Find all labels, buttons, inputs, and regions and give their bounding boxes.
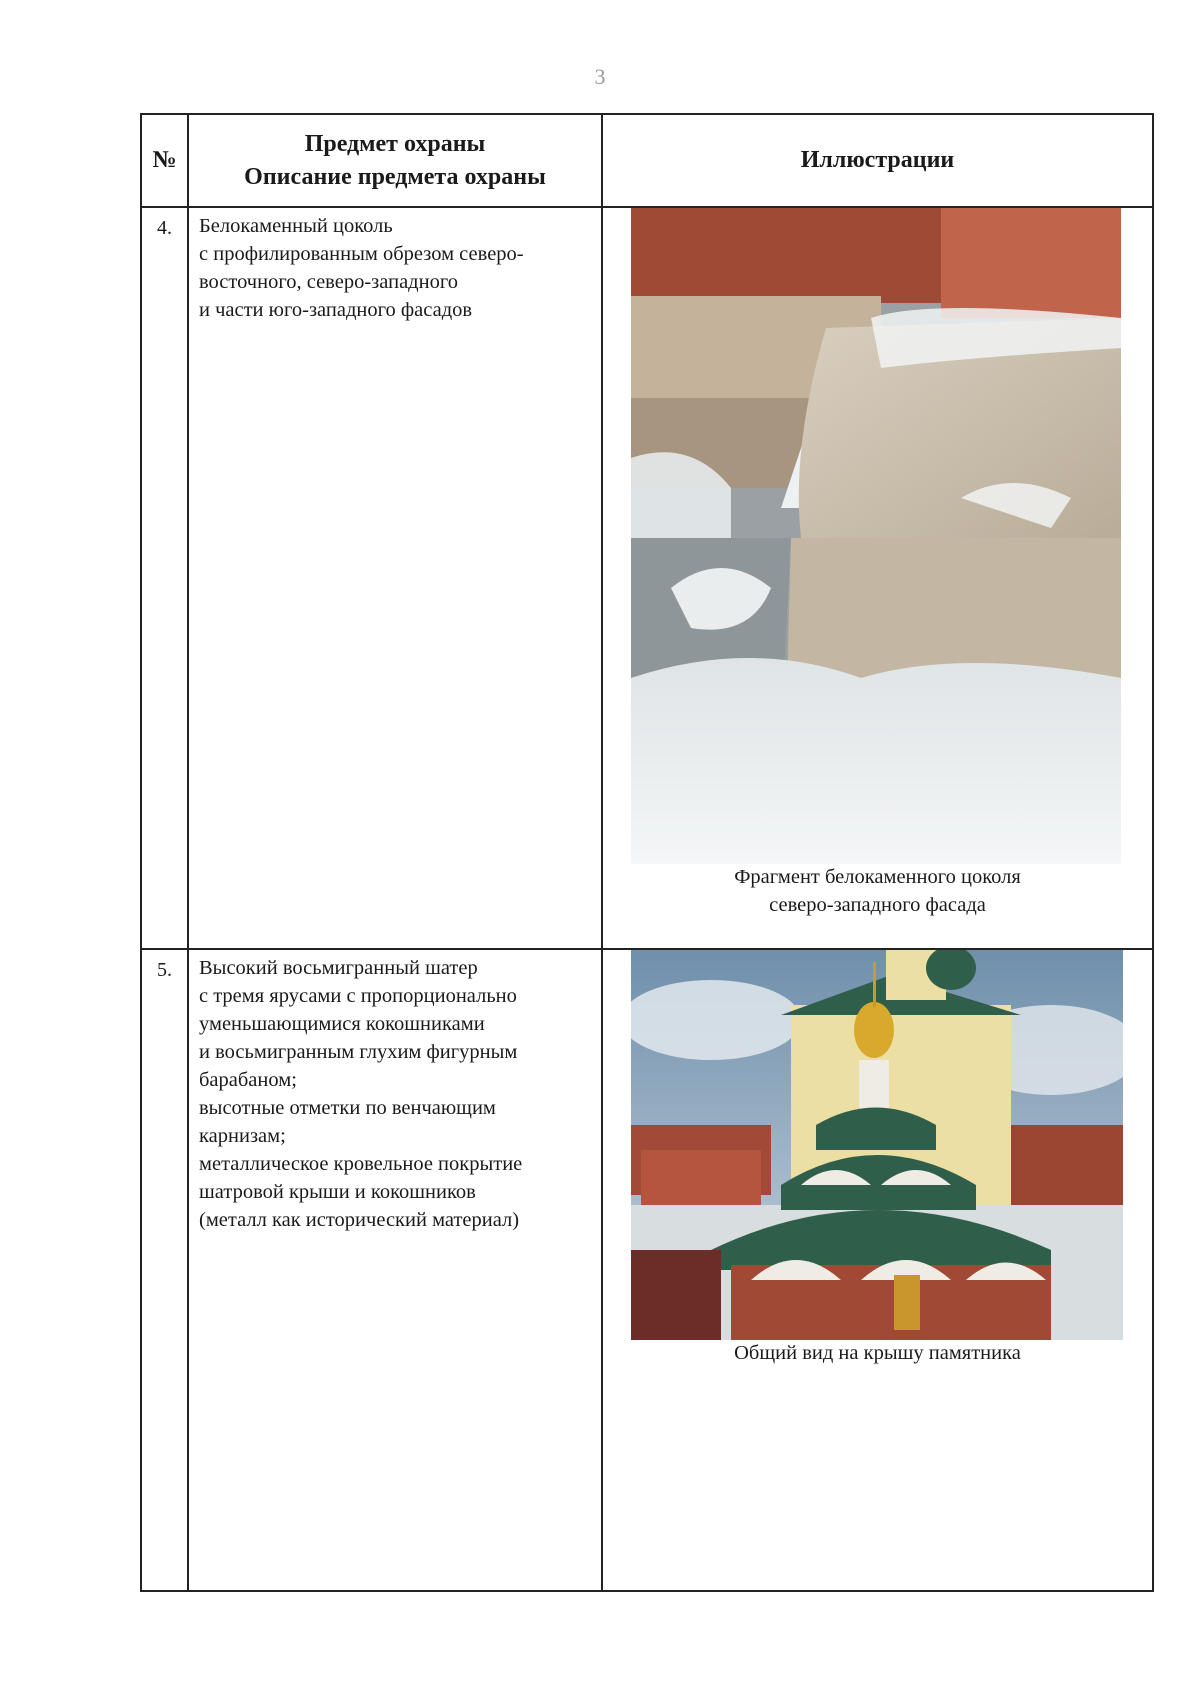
table-row [141,207,1153,949]
description-line: металлическое кровельное покрытие [199,1153,523,1175]
description-line: Белокаменный цоколь [199,215,393,237]
stone-plinth-snow-photo [631,208,1121,864]
description-line: уменьшающимися кокошниками [199,1013,485,1035]
header-subject [188,114,602,207]
description-line: шатровой крыши и кокошников [199,1181,476,1203]
page-number: 3 [594,64,606,89]
row-number: 5. [141,949,188,1591]
description-line: карнизам; [199,1125,286,1147]
row-illustration [602,949,1153,1591]
description-line: (металл как исторический материал) [199,1209,520,1231]
header-number: № [141,114,188,207]
description-line: Высокий восьмигранный шатер [199,957,478,979]
description-line: высотные отметки по венчающим [199,1097,496,1119]
header-illustrations: Иллюстрации [602,114,1153,207]
description-line: с тремя ярусами с пропорционально [199,985,517,1007]
row-illustration [602,207,1153,949]
caption-line: Фрагмент белокаменного цоколя [734,866,1021,888]
description-line: и части юго-западного фасадов [199,299,473,321]
row-description [188,207,602,949]
table-header-row [141,114,1153,207]
description-line: восточного, северо-западного [199,271,458,293]
header-subject-line1: Предмет охраны [304,130,486,157]
church-roof-photo [631,950,1123,1340]
header-subject-line2: Описание предмета охраны [244,163,546,190]
caption-line: северо-западного фасада [769,894,986,916]
table-row [141,949,1153,1591]
photo-caption [603,1339,1152,1367]
row-description [188,949,602,1591]
description-line: барабаном; [199,1069,297,1091]
description-line: с профилированным обрезом северо- [199,243,524,265]
caption-line: Общий вид на крышу памятника [734,1342,1021,1364]
description-line: и восьмигранным глухим фигурным [199,1041,518,1063]
protection-table [140,113,1154,1592]
row-number: 4. [141,207,188,949]
photo-caption [603,863,1152,919]
